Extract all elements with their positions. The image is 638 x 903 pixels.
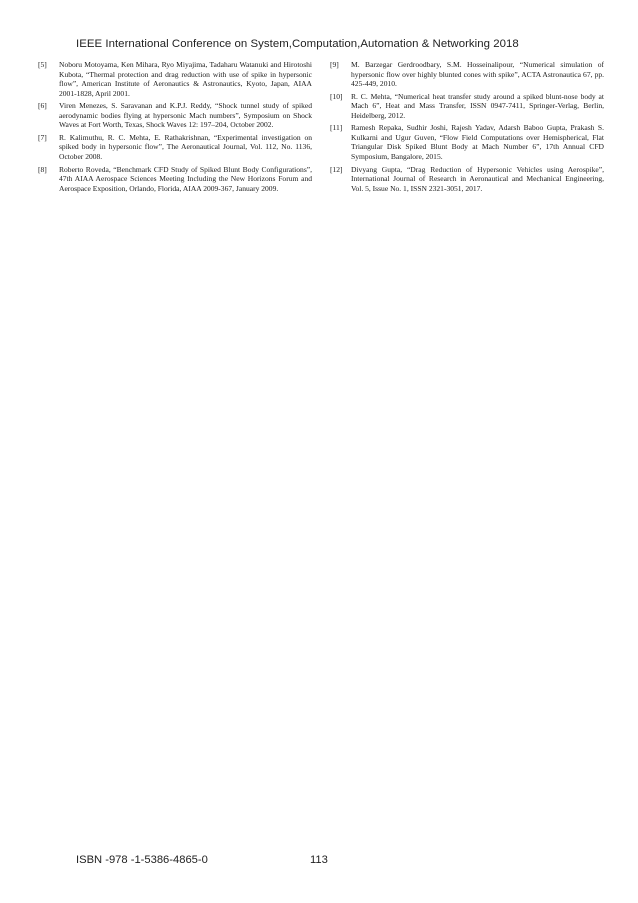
reference-text: R. Kalimuthu, R. C. Mehta, E. Rathakrishnan, “Experimental investigation on spiked body in hypersonic flow”, The Aeronautical Journal, Vol. 112, No. 1136, October 2008. <box>59 132 312 161</box>
reference-item <box>330 123 604 161</box>
reference-item <box>330 165 604 194</box>
reference-item <box>330 60 604 89</box>
reference-number: [8] <box>38 164 47 174</box>
reference-number: [6] <box>38 101 47 111</box>
reference-text: Roberto Roveda, “Benchmark CFD Study of Spiked Blunt Body Configurations”, 47th AIAA Aerospace Sciences Meeting Including the New Horizons Forum and Aerospace Exposition, Orlando, Florida, AIAA 2009-367, January 2009. <box>59 164 312 193</box>
reference-text: Noboru Motoyama, Ken Mihara, Ryo Miyajima, Tadaharu Watanuki and Hirotoshi Kubota, “Thermal protection and drag reduction with use of spike in hypersonic flow”, American Institute of Aeronautics & Astronautics, Kyoto, Japan, AIAA 2001-1828, April 2001. <box>59 60 312 98</box>
reference-text: M. Barzegar Gerdroodbary, S.M. Hosseinalipour, “Numerical simulation of hypersonic flow over highly blunted cones with spike”, ACTA Astronautica 67, pp. 425-449, 2010. <box>351 60 604 88</box>
reference-item <box>38 133 312 162</box>
reference-number: [7] <box>38 132 47 142</box>
reference-item <box>38 101 312 130</box>
reference-text: Viren Menezes, S. Saravanan and K.P.J. Reddy, “Shock tunnel study of spiked aerodynamic bodies flying at hypersonic Mach numbers”, Symposium on Shock Waves at Fort Worth, Texas, Shock Waves 12: 197–204, October 2002. <box>59 101 312 130</box>
references-left-column <box>38 60 312 196</box>
reference-item <box>38 60 312 98</box>
page-number: 113 <box>310 854 328 866</box>
reference-number: [5] <box>38 60 47 69</box>
conference-header: IEEE International Conference on System,Computation,Automation & Networking 2018 <box>76 38 519 50</box>
reference-text: R. C. Mehta, “Numerical heat transfer study around a spiked blunt-nose body at Mach 6”, Heat and Mass Transfer, ISSN 0947-7411, Springer-Verlag, Berlin, Heidelberg, 2012. <box>351 91 604 120</box>
reference-number: [9] <box>330 60 339 69</box>
reference-item <box>38 165 312 194</box>
reference-number: [12] <box>330 164 343 174</box>
reference-number: [10] <box>330 91 343 101</box>
references-right-column <box>330 60 604 196</box>
reference-number: [11] <box>330 123 343 133</box>
reference-text: Ramesh Repaka, Sudhir Joshi, Rajesh Yadav, Adarsh Baboo Gupta, Prakash S. Kulkarni and Ugur Guven, “Flow Field Computations over Hemispherical, Flat Triangular Disk Spiked Blunt Body at Mach Number 6”, 17th Annual CFD Symposium, Bangalore, 2015. <box>351 123 604 161</box>
reference-text: Divyang Gupta, “Drag Reduction of Hypersonic Vehicles using Aerospike”, International Journal of Research in Aeronautical and Mechanical Engineering, Vol. 5, Issue No. 1, ISSN 2321-3051, 2017. <box>351 164 604 193</box>
footer-isbn: ISBN -978 -1-5386-4865-0 <box>76 854 208 866</box>
reference-item <box>330 92 604 121</box>
